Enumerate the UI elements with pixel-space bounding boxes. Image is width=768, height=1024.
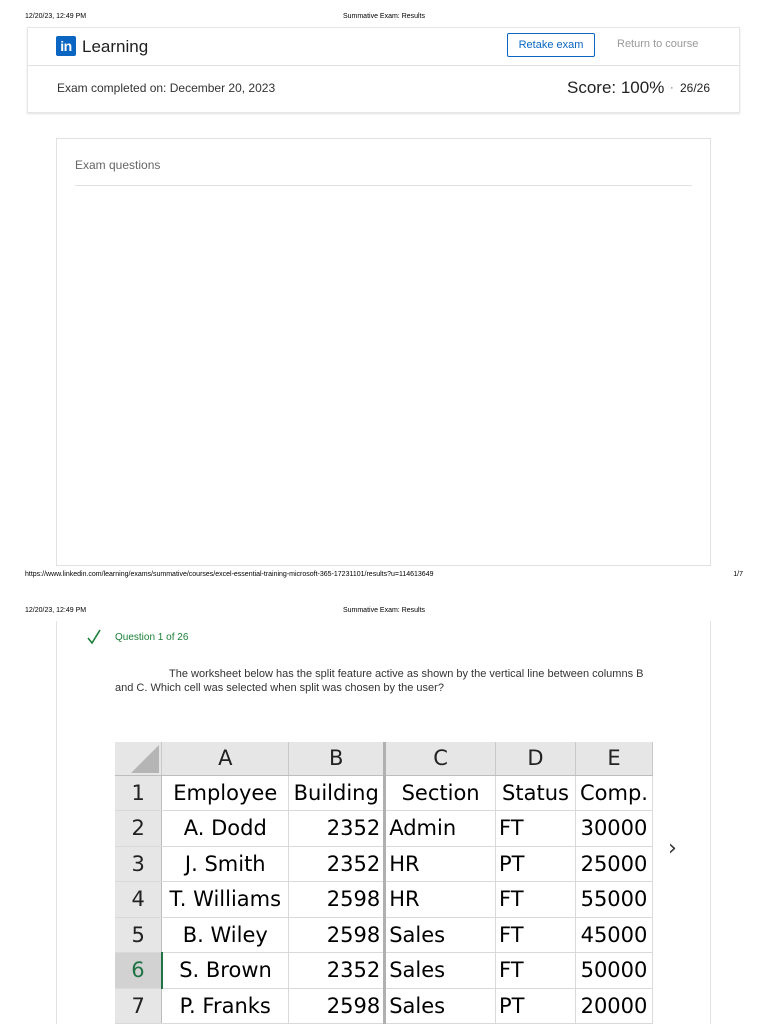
table-cell: PT xyxy=(496,846,576,882)
column-header-b: B xyxy=(289,742,385,775)
table-cell: Sales xyxy=(385,988,496,1024)
exam-questions-title: Exam questions xyxy=(75,158,161,172)
print-datetime: 12/20/23, 12:49 PM xyxy=(25,13,87,20)
table-cell: S. Brown xyxy=(162,953,289,989)
table-cell: 2352 xyxy=(289,953,385,989)
table-cell: Section xyxy=(385,775,496,811)
table-row xyxy=(115,882,653,918)
table-row xyxy=(115,953,653,989)
row-header: 5 xyxy=(115,917,162,953)
table-cell: HR xyxy=(385,846,496,882)
print-page-number: 1/7 xyxy=(733,571,743,578)
table-cell: 25000 xyxy=(575,846,652,882)
score-separator: · xyxy=(670,82,674,94)
table-cell: Sales xyxy=(385,953,496,989)
spreadsheet-image xyxy=(115,742,653,1024)
divider xyxy=(75,185,692,186)
results-header-card xyxy=(27,27,740,113)
completion-date: Exam completed on: December 20, 2023 xyxy=(57,81,276,95)
table-row xyxy=(115,917,653,953)
table-cell: T. Williams xyxy=(162,882,289,918)
print-datetime: 12/20/23, 12:49 PM xyxy=(25,607,87,614)
row-header: 6 xyxy=(115,953,162,989)
row-header: 4 xyxy=(115,882,162,918)
table-cell: A. Dodd xyxy=(162,811,289,847)
table-cell: 30000 xyxy=(575,811,652,847)
table-cell: 55000 xyxy=(575,882,652,918)
table-cell: 2598 xyxy=(289,882,385,918)
table-cell: 45000 xyxy=(575,917,652,953)
table-cell: Status xyxy=(496,775,576,811)
question-number: Question 1 of 26 xyxy=(115,632,189,643)
table-cell: 2598 xyxy=(289,917,385,953)
print-title: Summative Exam: Results xyxy=(342,13,426,20)
table-cell: FT xyxy=(496,882,576,918)
column-header-e: E xyxy=(575,742,652,775)
table-cell: Admin xyxy=(385,811,496,847)
exam-questions-panel xyxy=(56,138,711,566)
learning-logo-text[interactable]: Learning xyxy=(82,37,149,56)
exam-summary xyxy=(28,66,739,112)
table-cell: FT xyxy=(496,953,576,989)
table-cell: P. Franks xyxy=(162,988,289,1024)
print-header xyxy=(25,607,743,617)
score-percent: Score: 100% xyxy=(567,78,665,97)
check-icon xyxy=(86,627,102,647)
table-cell: HR xyxy=(385,882,496,918)
column-header-d: D xyxy=(496,742,576,775)
print-title: Summative Exam: Results xyxy=(342,607,426,614)
table-cell: Sales xyxy=(385,917,496,953)
table-row xyxy=(115,811,653,847)
row-header: 7 xyxy=(115,988,162,1024)
question-text-body: The worksheet below has the split feature active as shown by the vertical line between columns B and C. Which cell was selected when split was chosen by the user? xyxy=(115,668,644,694)
question-text xyxy=(115,667,655,695)
table-cell: 50000 xyxy=(575,953,652,989)
score-fraction: 26/26 xyxy=(680,81,711,95)
table-cell: 2352 xyxy=(289,846,385,882)
print-footer xyxy=(25,571,743,581)
chevron-right-icon[interactable]: › xyxy=(668,836,677,861)
column-header-a: A xyxy=(162,742,289,775)
return-to-course-button[interactable]: Return to course xyxy=(617,38,699,50)
column-header-c: C xyxy=(385,742,496,775)
column-header-row xyxy=(115,742,653,775)
table-cell: Building xyxy=(289,775,385,811)
table-cell: FT xyxy=(496,917,576,953)
table-cell: Comp. xyxy=(575,775,652,811)
spreadsheet-table xyxy=(115,742,653,1024)
print-url: https://www.linkedin.com/learning/exams/summative/courses/excel-essential-training-microsoft-365-17231101/results?u=114613649 xyxy=(25,571,434,578)
row-header: 2 xyxy=(115,811,162,847)
table-row xyxy=(115,775,653,811)
retake-exam-button[interactable]: Retake exam xyxy=(507,33,595,57)
table-cell: 20000 xyxy=(575,988,652,1024)
brand-bar xyxy=(28,28,739,66)
select-all-corner xyxy=(115,742,162,775)
table-cell: Employee xyxy=(162,775,289,811)
table-cell: B. Wiley xyxy=(162,917,289,953)
table-cell: J. Smith xyxy=(162,846,289,882)
row-header: 3 xyxy=(115,846,162,882)
table-row xyxy=(115,846,653,882)
print-header xyxy=(25,13,743,23)
table-row xyxy=(115,988,653,1024)
table-cell: PT xyxy=(496,988,576,1024)
table-cell: 2352 xyxy=(289,811,385,847)
row-header: 1 xyxy=(115,775,162,811)
table-cell: FT xyxy=(496,811,576,847)
linkedin-logo-icon[interactable]: in xyxy=(56,36,76,56)
table-cell: 2598 xyxy=(289,988,385,1024)
